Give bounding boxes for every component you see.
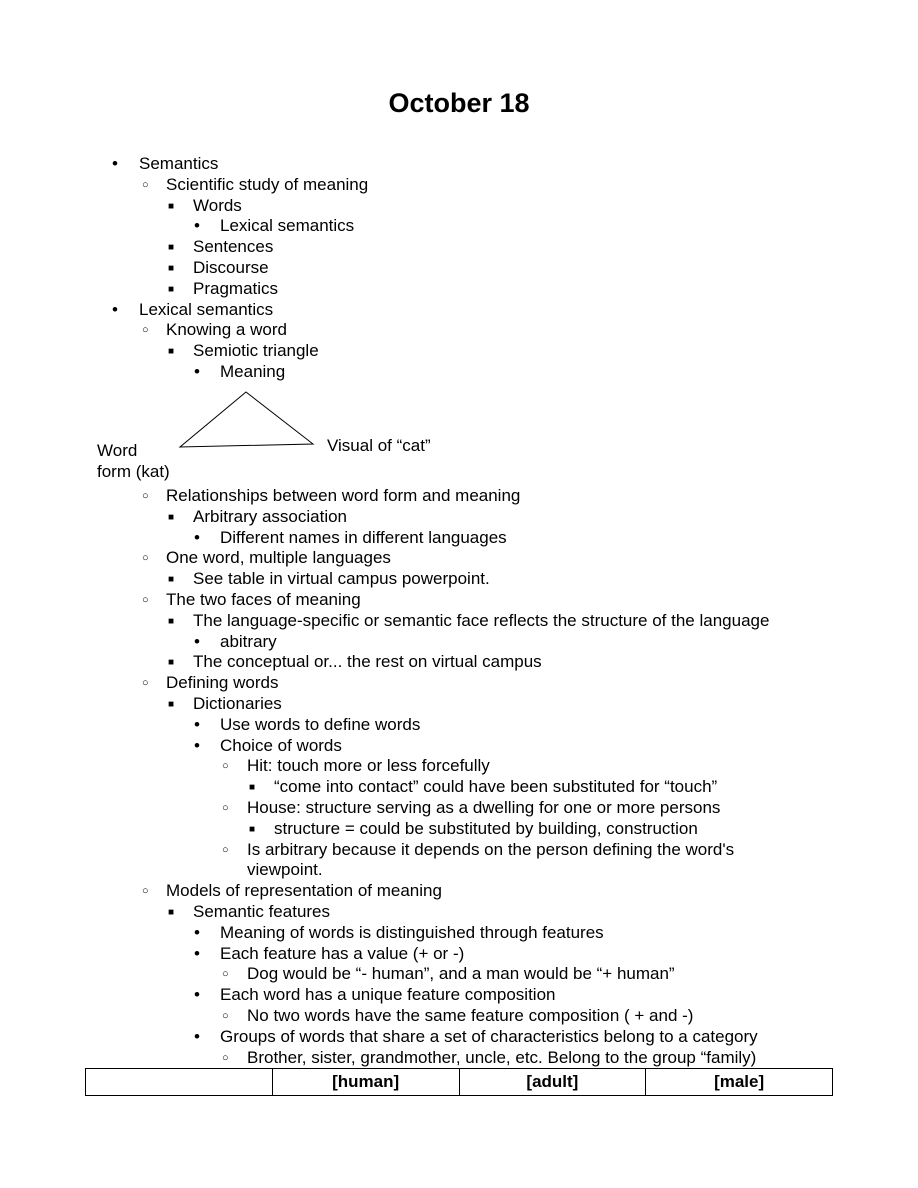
list-item-text: Meaning [220, 362, 286, 381]
list-item-text: Dictionaries [193, 694, 282, 713]
semiotic-triangle [170, 386, 320, 454]
list-item-text: Discourse [193, 258, 269, 277]
bullet-marker-icon [112, 300, 118, 321]
list-item [0, 756, 918, 777]
list-item-text: Lexical semantics [139, 299, 274, 319]
list-item-text: Knowing a word [166, 320, 287, 340]
list-item-text: Dog would be “- human”, and a man would be “+ human” [247, 964, 675, 984]
bullet-marker-icon [142, 320, 149, 343]
list-item [0, 985, 918, 1006]
list-item-text: structure = could be substituted by building, construction [274, 818, 698, 838]
bullet-marker-icon [194, 736, 200, 757]
list-item-text: No two words have the same feature composition ( + and -) [247, 1006, 694, 1025]
bullet-marker-icon [194, 632, 200, 653]
list-item [0, 258, 918, 279]
list-item [0, 320, 918, 341]
list-item [0, 798, 918, 819]
list-item [0, 902, 918, 923]
table-header-cell: [adult] [459, 1069, 646, 1096]
list-item [0, 237, 918, 258]
bullet-marker-icon [194, 216, 200, 237]
list-item-text: Relationships between word form and meaning [166, 486, 521, 505]
list-item-text: See table in virtual campus powerpoint. [193, 569, 490, 589]
list-item [0, 279, 918, 300]
list-item-text: House: structure serving as a dwelling for one or more persons [247, 798, 721, 817]
triangle-visual-label: Visual of “cat” [327, 436, 431, 455]
list-item-text: Brother, sister, grandmother, uncle, etc. Belong to the group “family) [247, 1047, 757, 1067]
bullet-marker-icon [142, 881, 149, 904]
list-item-text: Sentences [193, 237, 274, 257]
bullet-marker-icon [142, 548, 149, 571]
bullet-marker-icon [222, 840, 229, 863]
list-item-text: The two faces of meaning [166, 590, 361, 609]
table-header-cell: [male] [646, 1069, 833, 1096]
list-item-text: Meaning of words is distinguished through features [220, 922, 604, 942]
list-item [0, 486, 918, 507]
list-item-text: Words [193, 195, 242, 215]
bullet-marker-icon [222, 1006, 229, 1029]
list-item [0, 548, 918, 569]
list-item-text: Scientific study of meaning [166, 174, 369, 194]
bullet-marker-icon [194, 923, 200, 944]
list-item-text: “come into contact” could have been substituted for “touch” [274, 777, 718, 797]
list-item [0, 881, 918, 902]
list-item [0, 715, 918, 736]
list-item [0, 216, 918, 237]
list-item [0, 860, 918, 881]
bullet-marker-icon [142, 590, 149, 613]
list-item [0, 1027, 918, 1048]
list-item-text: Different names in different languages [220, 527, 507, 547]
list-item [0, 652, 918, 673]
list-item [0, 777, 918, 798]
list-item [0, 944, 918, 965]
list-item [0, 569, 918, 590]
list-item-text: Lexical semantics [220, 216, 355, 236]
list-item [0, 611, 918, 632]
list-item [0, 964, 918, 985]
list-item-text: Semantics [139, 154, 219, 173]
list-item-text: One word, multiple languages [166, 548, 391, 568]
list-item [0, 923, 918, 944]
list-item-text: viewpoint. [247, 860, 323, 880]
list-item-text: Use words to define words [220, 714, 421, 734]
list-item-text: Defining words [166, 673, 279, 693]
list-item [0, 736, 918, 757]
bullet-marker-icon [194, 528, 200, 549]
list-item [0, 819, 918, 840]
list-item [0, 154, 918, 175]
page-title: October 18 [388, 88, 530, 118]
bullet-marker-icon [142, 673, 149, 696]
bullet-marker-icon [222, 1048, 229, 1071]
feature-table [85, 1068, 833, 1096]
list-item [0, 694, 918, 715]
list-item [0, 341, 918, 362]
triangle-form-label: form (kat) [97, 462, 170, 481]
list-item [0, 1006, 918, 1027]
list-item-text: Choice of words [220, 735, 342, 755]
list-item [0, 175, 918, 196]
bullet-marker-icon [194, 715, 200, 736]
list-item [0, 300, 918, 321]
bullet-marker-icon [222, 798, 229, 821]
list-item [0, 362, 918, 383]
list-item-text: Semiotic triangle [193, 341, 319, 361]
list-item-text: Groups of words that share a set of characteristics belong to a category [220, 1026, 758, 1046]
bullet-marker-icon [194, 362, 200, 383]
list-item-text: Arbitrary association [193, 506, 348, 526]
list-item [0, 673, 918, 694]
bullet-marker-icon [142, 486, 149, 509]
list-item-text: Pragmatics [193, 278, 279, 298]
bullet-marker-icon [194, 985, 200, 1006]
list-item-text: abitrary [220, 631, 277, 651]
list-item [0, 840, 918, 861]
list-item-text: The conceptual or... the rest on virtual campus [193, 652, 542, 672]
list-item-text: Hit: touch more or less forcefully [247, 756, 490, 776]
bullet-marker-icon [222, 964, 229, 987]
table-header-cell [86, 1069, 273, 1096]
list-item-text: Models of representation of meaning [166, 881, 442, 901]
bullet-marker-icon [194, 1027, 200, 1048]
bullet-marker-icon [142, 175, 149, 198]
list-item [0, 528, 918, 549]
list-item-text: Each word has a unique feature composition [220, 985, 556, 1005]
table-header-row [86, 1069, 833, 1096]
table-header-cell: [human] [272, 1069, 459, 1096]
list-item [0, 590, 918, 611]
list-item [0, 1048, 918, 1069]
bullet-marker-icon [194, 944, 200, 965]
bullet-marker-icon [222, 756, 229, 779]
list-item [0, 632, 918, 653]
triangle-word-label: Word [97, 441, 138, 460]
list-item [0, 196, 918, 217]
list-item [0, 507, 918, 528]
list-item-text: Each feature has a value (+ or -) [220, 943, 465, 963]
bullet-marker-icon [112, 154, 118, 175]
list-item-text: Semantic features [193, 902, 331, 921]
list-item-text: Is arbitrary because it depends on the person defining the word's [247, 839, 735, 859]
list-item-text: The language-specific or semantic face reflects the structure of the language [193, 610, 770, 630]
